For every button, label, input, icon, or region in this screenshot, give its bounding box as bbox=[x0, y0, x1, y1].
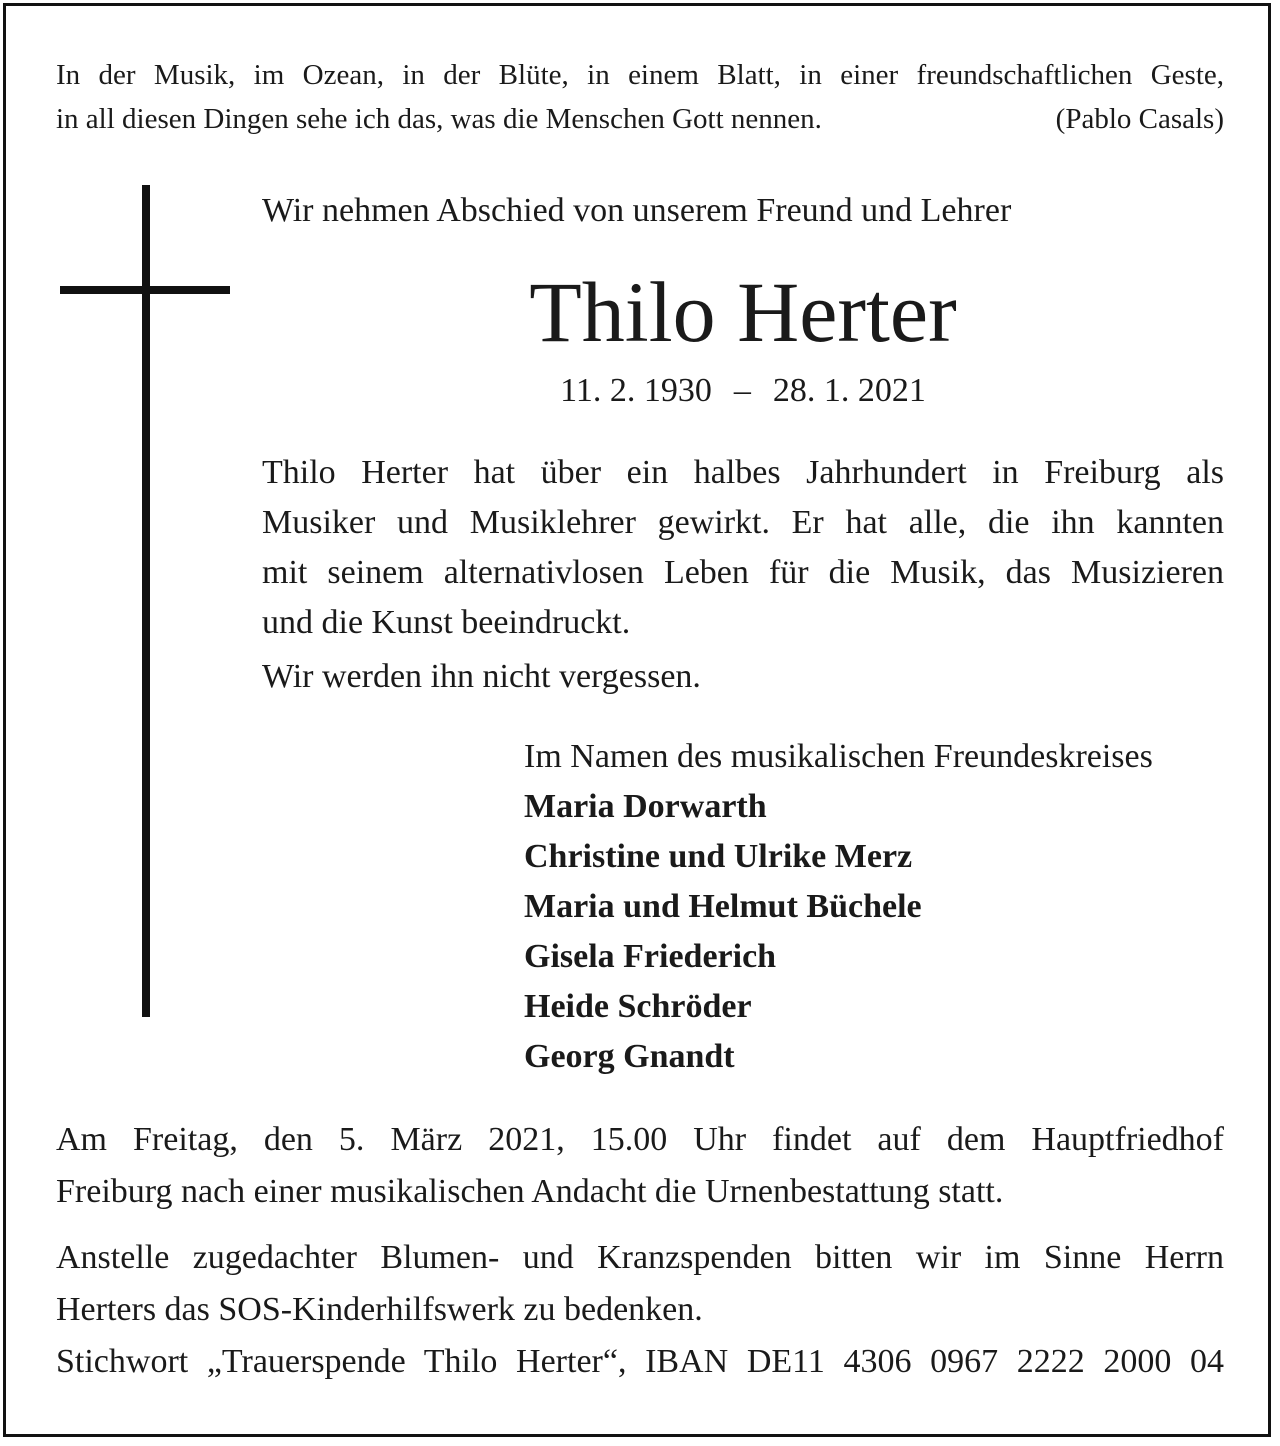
donation-notice bbox=[56, 1232, 1224, 1388]
mourner-name: Gisela Friederich bbox=[524, 938, 777, 975]
farewell-intro: Wir nehmen Abschied von unserem Freund und Lehrer bbox=[262, 192, 1012, 229]
date-dash: – bbox=[733, 372, 751, 409]
donation-line: Stichwort „Trauerspende Thilo Herter“, IBAN DE11 4306 0967 2222 2000 04 bbox=[56, 1343, 1224, 1380]
mourners-intro: Im Namen des musikalischen Freundeskreises bbox=[524, 738, 1153, 775]
cross-icon-horizontal bbox=[60, 286, 230, 294]
quote-line-2-row bbox=[56, 97, 1224, 141]
quote bbox=[56, 53, 1224, 141]
quote-line-1: In der Musik, im Ozean, in der Blüte, in einem Blatt, in einer freundschaftlichen Geste, bbox=[56, 59, 1224, 91]
funeral-notice bbox=[56, 1114, 1224, 1218]
donation-line: Anstelle zugedachter Blumen- und Kranzspenden bitten wir im Sinne Herrn bbox=[56, 1239, 1224, 1276]
tribute-line: und die Kunst beeindruckt. bbox=[262, 604, 631, 641]
mourner-name: Christine und Ulrike Merz bbox=[524, 838, 913, 875]
funeral-line: Freiburg nach einer musikalischen Andacht die Urnenbestattung statt. bbox=[56, 1173, 1004, 1210]
death-date: 28. 1. 2021 bbox=[772, 372, 926, 409]
quote-author: (Pablo Casals) bbox=[1055, 103, 1224, 135]
quote-line-2: in all diesen Dingen sehe ich das, was die Menschen Gott nennen. bbox=[56, 103, 822, 135]
mourners-block bbox=[524, 732, 1153, 1082]
tribute-text bbox=[262, 448, 1224, 648]
birth-date: 11. 2. 1930 bbox=[560, 372, 712, 409]
mourner-name: Maria Dorwarth bbox=[524, 788, 767, 825]
tribute-closing: Wir werden ihn nicht vergessen. bbox=[262, 658, 701, 695]
life-dates bbox=[262, 366, 1224, 416]
mourner-name: Maria und Helmut Büchele bbox=[524, 888, 922, 925]
funeral-line: Am Freitag, den 5. März 2021, 15.00 Uhr findet auf dem Hauptfriedhof bbox=[56, 1121, 1224, 1158]
mourner-name: Heide Schröder bbox=[524, 988, 752, 1025]
tribute-line: mit seinem alternativlosen Leben für die Musik, das Musizieren bbox=[262, 554, 1224, 591]
deceased-name: Thilo Herter bbox=[529, 264, 957, 360]
tribute-line: Thilo Herter hat über ein halbes Jahrhundert in Freiburg als bbox=[262, 454, 1224, 491]
cross-icon-vertical bbox=[142, 185, 150, 1017]
mourner-name: Georg Gnandt bbox=[524, 1038, 735, 1075]
donation-line: Herters das SOS-Kinderhilfswerk zu bedenken. bbox=[56, 1291, 703, 1328]
tribute-line: Musiker und Musiklehrer gewirkt. Er hat alle, die ihn kannten bbox=[262, 504, 1224, 541]
